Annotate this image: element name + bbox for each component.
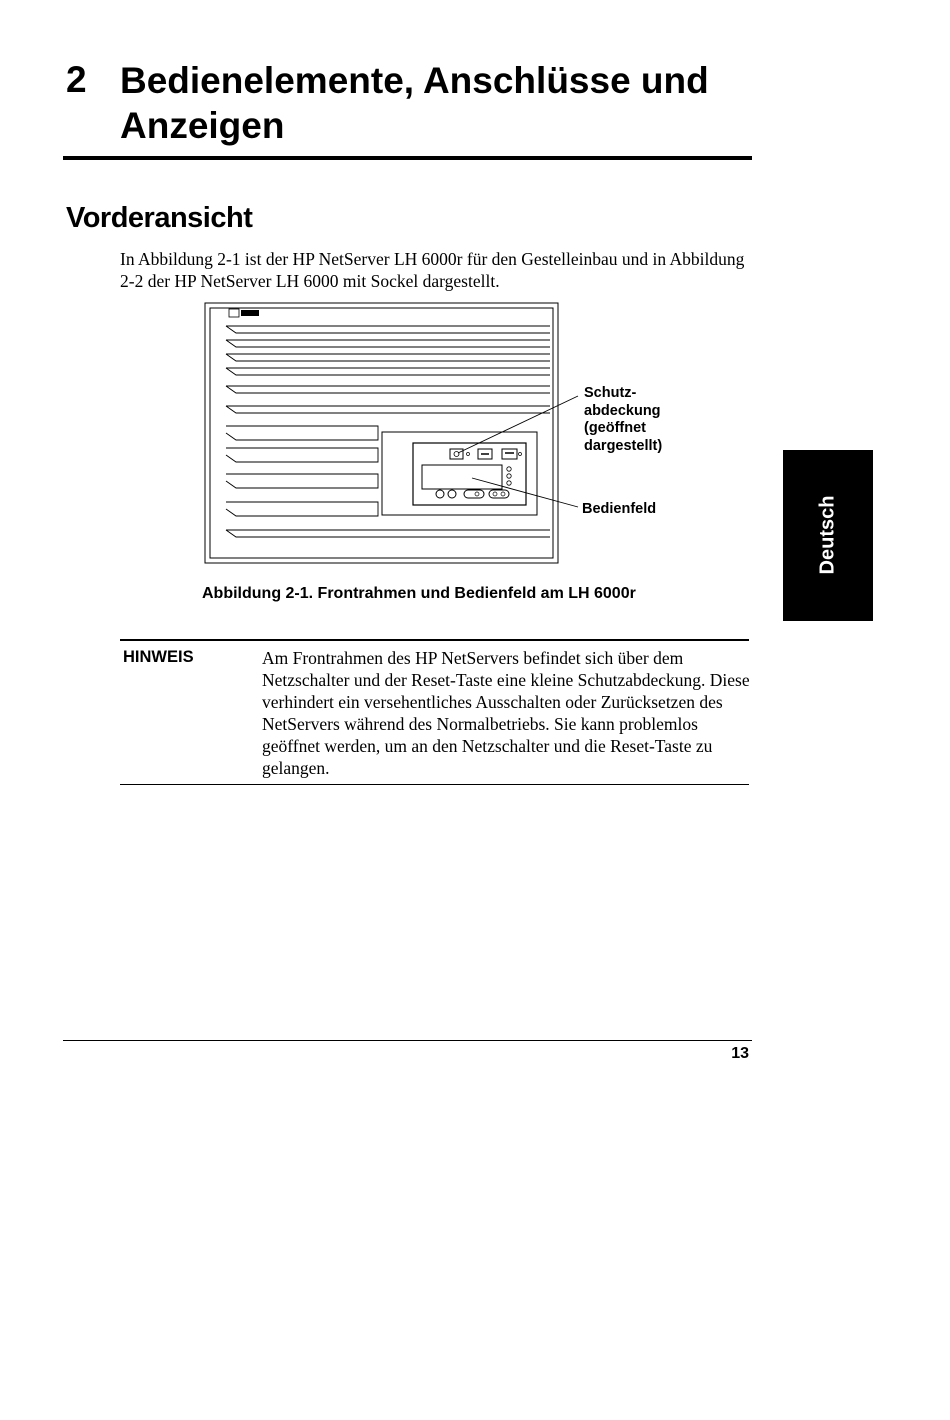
control-panel-frame <box>382 432 537 515</box>
note-label: HINWEIS <box>123 648 194 666</box>
lcd-display-icon <box>422 465 502 489</box>
language-tab <box>783 450 873 621</box>
note-bottom-divider <box>120 784 749 785</box>
page-number: 13 <box>731 1045 749 1062</box>
note-text: Am Frontrahmen des HP NetServers befindet sich über dem Netzschalter und der Reset-Taste eine kleine Schutzabdeckung. Diese verhindert ein versehentliches Ausschalten oder Zurücksetzen des NetServers während des Normalbetriebs. Sie kann problemlos geöffnet werden, um an den Netzschalter und die Reset-Taste zu gelangen. <box>262 648 750 778</box>
status-led-icon <box>507 467 511 485</box>
reset-button-icon <box>478 449 492 459</box>
panel-label-icon <box>502 449 522 459</box>
chapter-number: 2 <box>66 59 87 100</box>
control-button-icon <box>436 490 509 498</box>
chapter-title: Bedienelemente, Anschlüsse und Anzeigen <box>120 60 709 146</box>
hp-logo-icon <box>229 309 259 317</box>
intro-paragraph: In Abbildung 2-1 ist der HP NetServer LH 6000r für den Gestelleinbau und in Abbildung 2-2 der HP NetServer LH 6000 mit Sockel dargestellt. <box>120 249 745 291</box>
power-button-icon <box>450 449 470 459</box>
callout-control-panel: Bedienfeld <box>582 501 657 517</box>
footer-divider <box>63 1040 752 1041</box>
cover-leader-line <box>458 396 578 453</box>
language-tab-label: Deutsch <box>816 495 839 575</box>
note-top-divider <box>120 639 749 641</box>
callout-protective-cover: Schutz- abdeckung (geöffnet dargestellt) <box>584 385 663 454</box>
figure-caption: Abbildung 2-1. Frontrahmen und Bedienfeld am LH 6000r <box>202 585 636 602</box>
chapter-divider <box>63 156 752 160</box>
panel-leader-line <box>472 478 578 507</box>
section-heading: Vorderansicht <box>66 202 253 234</box>
